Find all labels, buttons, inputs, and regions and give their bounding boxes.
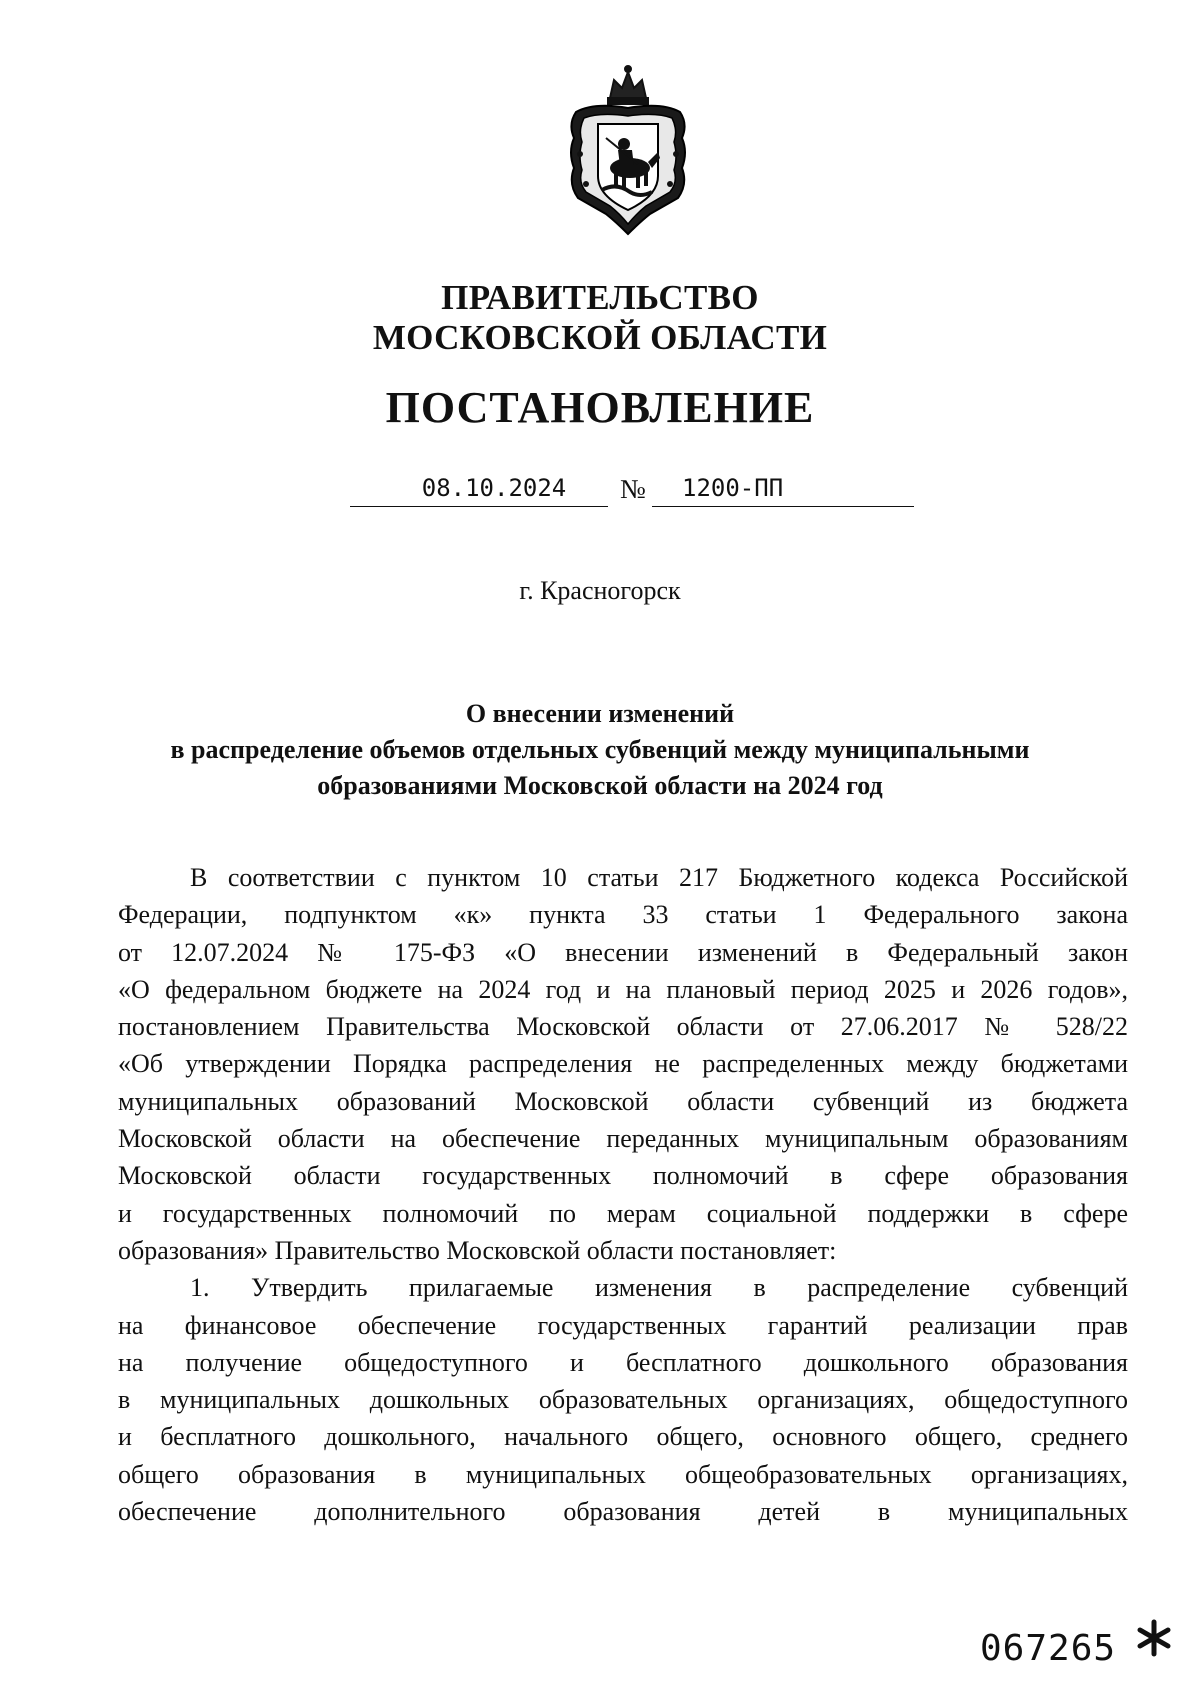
body-line: в муниципальных дошкольных образовательных организациях, общедоступного	[118, 1385, 1128, 1415]
city: г. Красногорск	[519, 576, 681, 605]
body-line: Федерации, подпунктом «к» пункта 33 статьи 1 Федерального закона	[118, 900, 1128, 930]
document-type-title: ПОСТАНОВЛЕНИЕ	[385, 383, 815, 432]
asterisk-icon	[1134, 1618, 1174, 1658]
org-line-1: ПРАВИТЕЛЬСТВО	[441, 278, 759, 317]
org-line-2: МОСКОВСКОЙ ОБЛАСТИ	[372, 318, 828, 357]
body-line: «Об утверждении Порядка распределения не распределенных между бюджетами	[118, 1049, 1128, 1079]
body-line: на финансовое обеспечение государственных гарантий реализации прав	[118, 1310, 1128, 1340]
paragraph-item-1	[118, 1269, 1128, 1530]
body-line: постановлением Правительства Московской области от 27.06.2017 № 528/22	[118, 1012, 1128, 1042]
date-number-line	[0, 470, 1200, 510]
body-line: муниципальных образований Московской области субвенций из бюджета	[118, 1086, 1128, 1116]
body-line: В соответствии с пунктом 10 статьи 217 Бюджетного кодекса Российской	[190, 863, 1128, 892]
organization-name	[0, 278, 1200, 358]
document-date: 08.10.2024	[350, 470, 608, 507]
body-line: «О федеральном бюджете на 2024 год и на плановый период 2025 и 2026 годов»,	[118, 974, 1128, 1004]
body-line: образования» Правительство Московской области постановляет:	[118, 1235, 837, 1265]
subject-line-2: в распределение объемов отдельных субвенций между муниципальными	[170, 735, 1030, 764]
body-line: Московской области государственных полномочий в сфере образования	[118, 1161, 1128, 1191]
body-line: обеспечение дополнительного образования детей в муниципальных	[118, 1497, 1128, 1527]
subject-line-1: О внесении изменений	[465, 699, 735, 728]
document-body	[118, 859, 1128, 1530]
body-line: на получение общедоступного и бесплатного дошкольного образования	[118, 1347, 1128, 1377]
moscow-oblast-coat-of-arms-icon	[566, 64, 690, 240]
body-line: общего образования в муниципальных общеобразовательных организациях,	[118, 1459, 1128, 1489]
subject-line-3: образованиями Московской области на 2024 год	[317, 771, 883, 800]
body-line: и государственных полномочий по мерам социальной поддержки в сфере	[118, 1198, 1128, 1228]
number-sign: №	[620, 474, 646, 504]
paragraph-preamble	[118, 859, 1128, 1269]
document-subject	[110, 696, 1090, 804]
body-line: и бесплатного дошкольного, начального общего, основного общего, среднего	[118, 1422, 1128, 1452]
document-number: 1200-ПП	[652, 470, 914, 507]
body-line: Московской области на обеспечение переданных муниципальным образованиям	[118, 1124, 1128, 1154]
document-serial-code: 067265	[980, 1628, 1117, 1669]
body-line: от 12.07.2024 № 175-ФЗ «О внесении изменений в Федеральный закон	[118, 937, 1128, 967]
body-line: 1. Утвердить прилагаемые изменения в распределение субвенций	[190, 1273, 1128, 1303]
